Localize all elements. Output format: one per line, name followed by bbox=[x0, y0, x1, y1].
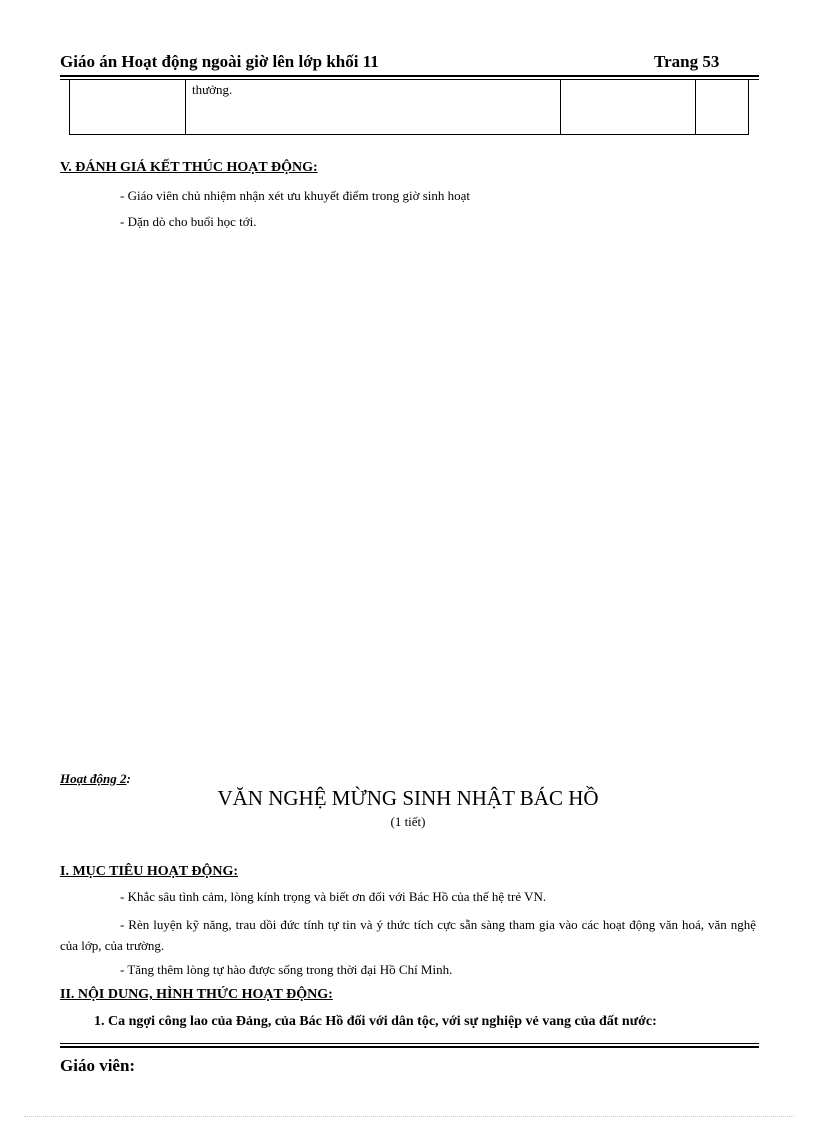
footer-teacher-label: Giáo viên: bbox=[60, 1056, 136, 1075]
table-row bbox=[70, 79, 749, 135]
activity-label bbox=[60, 771, 131, 787]
section-v-line: - Dặn dò cho buổi học tới. bbox=[120, 214, 257, 229]
activity-label-suffix: : bbox=[126, 771, 131, 786]
section-ii-heading: II. NỘI DUNG, HÌNH THỨC HOẠT ĐỘNG: bbox=[60, 987, 333, 1002]
table-cell-text: thưởng. bbox=[192, 82, 233, 97]
continued-table bbox=[69, 79, 749, 135]
section-i-line: - Tăng thêm lòng tự hào được sống trong thời đại Hồ Chí Minh. bbox=[120, 962, 453, 977]
page-bottom-dotted-line bbox=[24, 1116, 794, 1117]
table-cell bbox=[696, 79, 749, 135]
page-number: Trang 53 bbox=[654, 52, 720, 71]
activity-duration: (1 tiết) bbox=[390, 814, 426, 829]
section-i-heading: I. MỤC TIÊU HOẠT ĐỘNG: bbox=[60, 864, 239, 879]
header-title: Giáo án Hoạt động ngoài giờ lên lớp khối 11 bbox=[60, 52, 379, 71]
table-cell bbox=[186, 79, 561, 135]
header-rule bbox=[60, 75, 759, 77]
section-v-line: - Giáo viên chủ nhiệm nhận xét ưu khuyết điểm trong giờ sinh hoạt bbox=[120, 188, 471, 203]
table-cell bbox=[70, 79, 186, 135]
activity-label-text: Hoạt động 2 bbox=[60, 771, 127, 786]
table-cell bbox=[561, 79, 696, 135]
section-i-line: - Khắc sâu tình cảm, lòng kính trọng và biết ơn đối với Bác Hồ của thế hệ trẻ VN. bbox=[120, 889, 547, 904]
section-ii-item: 1. Ca ngợi công lao của Đảng, của Bác Hồ đối với dân tộc, với sự nghiệp vẻ vang của đất nước: bbox=[94, 1014, 657, 1029]
section-i-paragraph: - Rèn luyện kỹ năng, trau dồi đức tính tự tin và ý thức tích cực sẵn sàng tham gia vào các hoạt động văn hoá, văn nghệ của lớp, của trường. bbox=[60, 917, 756, 953]
section-v-heading: V. ĐÁNH GIÁ KẾT THÚC HOẠT ĐỘNG: bbox=[60, 160, 318, 175]
activity-title: VĂN NGHỆ MỪNG SINH NHẬT BÁC HỒ bbox=[217, 786, 599, 810]
footer-rule bbox=[60, 1046, 759, 1048]
footer-rule-thin bbox=[60, 1043, 759, 1044]
